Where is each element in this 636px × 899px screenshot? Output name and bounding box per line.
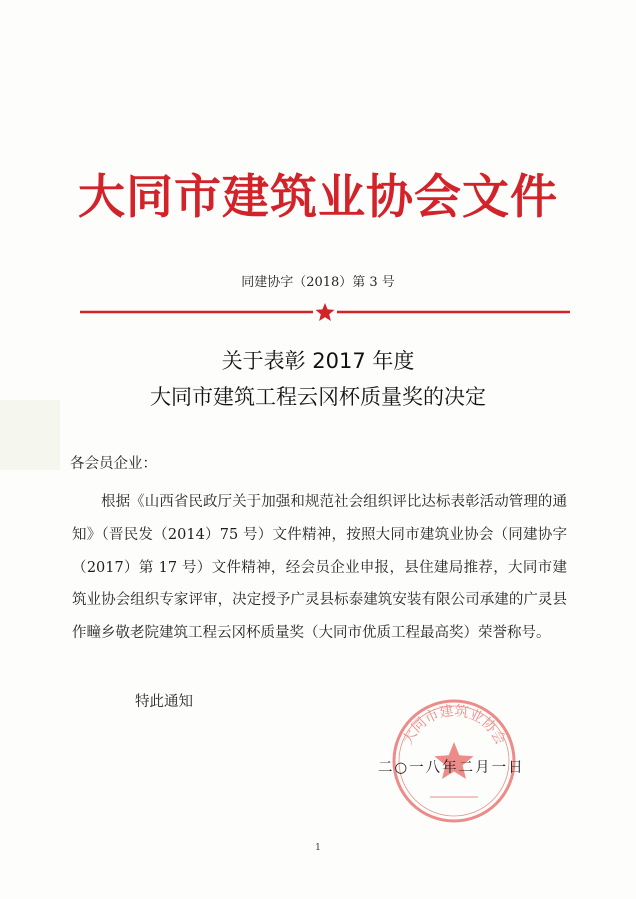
red-divider <box>80 300 570 324</box>
seal-text-path: 大同市建筑业协会 <box>399 703 509 748</box>
closing-text: 特此通知 <box>135 694 193 710</box>
document-date: 二○一八年二月一日 <box>378 760 525 776</box>
salutation: 各会员企业： <box>70 456 157 472</box>
page-number: 1 <box>315 843 321 853</box>
body-paragraph: 根据《山西省民政厅关于加强和规范社会组织评比达标表彰活动管理的通知》（晋民发（2014）75 号）文件精神，按照大同市建筑业协会（同建协字（2017）第 17 号）文件精神，经会员企业申报，县住建局推荐，大同市建筑业协会组织专家评审，决定授予广灵县标泰建筑安装有限公司承建的广灵县作疃乡敬老院建筑工程云冈杯质量奖（大同市优质工程最高奖）荣誉称号。 <box>72 494 567 642</box>
seal-text <box>399 702 508 747</box>
star-icon <box>316 303 335 321</box>
title-line-2: 大同市建筑工程云冈杯质量奖的决定 <box>150 385 486 409</box>
title-line-1: 关于表彰 2017 年度 <box>221 349 415 373</box>
document-header-title: 大同市建筑业协会文件 <box>78 170 558 225</box>
document-title <box>0 343 636 415</box>
document-number: 同建协字（2018）第 3 号 <box>241 275 395 290</box>
